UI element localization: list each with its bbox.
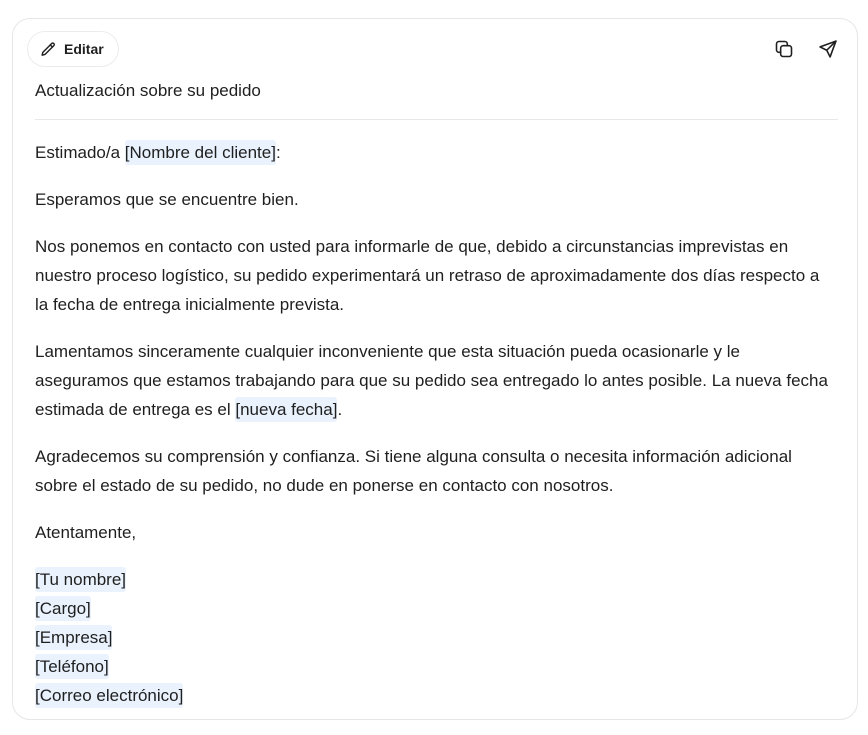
signature-line bbox=[35, 623, 835, 652]
signature-block bbox=[35, 565, 835, 710]
signature-line bbox=[35, 681, 835, 710]
email-draft-card bbox=[12, 18, 858, 720]
paragraph-3-text: Lamentamos sinceramente cualquier inconveniente que esta situación pueda ocasionarle y le aseguramos que estamos trabajando para que su pedido sea entregado lo antes posible. La nueva fecha estimada de entrega es el bbox=[35, 342, 828, 419]
copy-icon bbox=[774, 39, 794, 59]
signature-line bbox=[35, 652, 835, 681]
paragraph-3-suffix: . bbox=[337, 400, 343, 419]
edit-button[interactable] bbox=[27, 31, 119, 67]
send-button[interactable] bbox=[816, 37, 840, 61]
placeholder-customer-name: [Nombre del cliente] bbox=[125, 140, 276, 165]
greeting-suffix: : bbox=[275, 143, 281, 162]
placeholder-new-date: [nueva fecha] bbox=[235, 397, 337, 422]
paragraph-2: Nos ponemos en contacto con usted para informarle de que, debido a circunstancias imprevistas en nuestro proceso logístico, su pedido experimentará un retraso de aproximadamente dos días respecto a la fecha de entrega inicialmente prevista. bbox=[35, 237, 820, 314]
placeholder-phone: [Teléfono] bbox=[35, 654, 109, 679]
placeholder-your-name: [Tu nombre] bbox=[35, 567, 126, 592]
greeting-text: Estimado/a bbox=[35, 143, 125, 162]
signature-line bbox=[35, 565, 835, 594]
placeholder-position: [Cargo] bbox=[35, 596, 91, 621]
closing: Atentamente, bbox=[35, 523, 137, 542]
paragraph-4: Agradecemos su comprensión y confianza. Si tiene alguna consulta o necesita información adicional sobre el estado de su pedido, no dude en ponerse en contacto con nosotros. bbox=[35, 447, 792, 495]
paragraph-3 bbox=[35, 337, 835, 424]
edit-button-label: Editar bbox=[64, 41, 104, 57]
placeholder-email: [Correo electrónico] bbox=[35, 683, 183, 708]
placeholder-company: [Empresa] bbox=[35, 625, 112, 650]
signature-line bbox=[35, 594, 835, 623]
divider bbox=[35, 119, 838, 120]
pencil-icon bbox=[40, 41, 57, 58]
email-subject: Actualización sobre su pedido bbox=[35, 81, 261, 100]
paragraph-1: Esperamos que se encuentre bien. bbox=[35, 190, 299, 209]
send-icon bbox=[818, 39, 838, 59]
email-body bbox=[35, 138, 835, 710]
copy-button[interactable] bbox=[772, 37, 796, 61]
greeting bbox=[35, 138, 835, 167]
